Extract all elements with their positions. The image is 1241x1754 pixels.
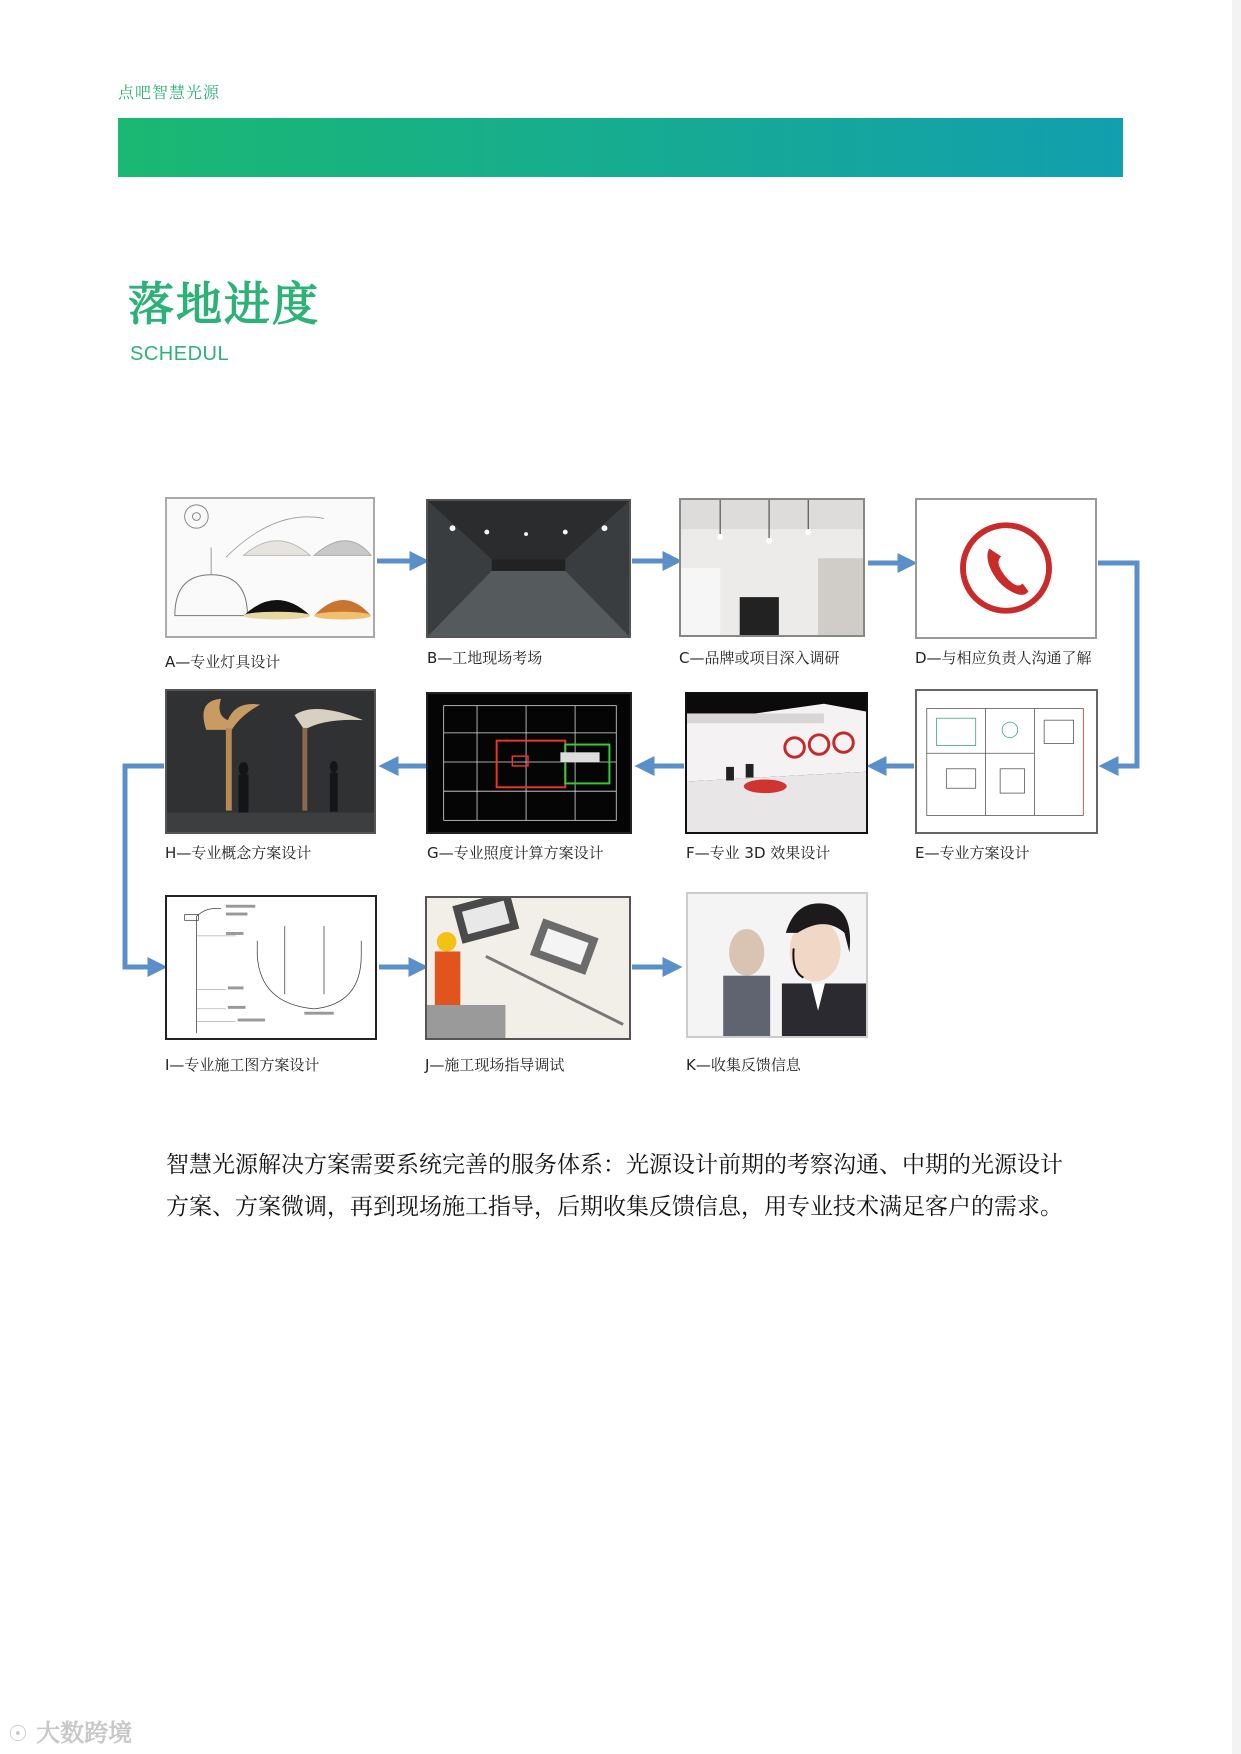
- step-c-image: [679, 498, 865, 637]
- step-j-label: J—施工现场指导调试: [425, 1056, 565, 1074]
- header-banner: [118, 118, 1123, 177]
- watermark: [8, 1713, 132, 1748]
- step-k-label: K—收集反馈信息: [686, 1056, 801, 1074]
- step-g-label: G—专业照度计算方案设计: [427, 844, 604, 862]
- step-f-label: F—专业 3D 效果设计: [686, 844, 831, 862]
- step-f-image: [685, 692, 868, 834]
- step-d-image: [915, 498, 1097, 639]
- step-i-image: [165, 895, 377, 1040]
- step-h-image: [165, 689, 376, 834]
- page-right-edge: [1232, 0, 1241, 1754]
- step-a-label: A—专业灯具设计: [165, 653, 281, 671]
- step-h-label: H—专业概念方案设计: [165, 844, 312, 862]
- step-d-label: D—与相应负责人沟通了解: [915, 649, 1092, 667]
- step-e-label: E—专业方案设计: [915, 844, 1030, 862]
- page-subtitle: SCHEDUL: [130, 343, 230, 365]
- step-k-image: [686, 892, 868, 1038]
- watermark-logo-icon: ☉: [8, 1722, 28, 1747]
- step-b-label: B—工地现场考场: [427, 649, 543, 667]
- arrow-h-i: [125, 766, 164, 967]
- service-description: 智慧光源解决方案需要系统完善的服务体系：光源设计前期的考察沟通、中期的光源设计方案、方案微调，再到现场施工指导，后期收集反馈信息，用专业技术满足客户的需求。: [166, 1152, 1063, 1220]
- arrow-d-e: [1098, 563, 1137, 766]
- step-i-label: I—专业施工图方案设计: [165, 1056, 320, 1074]
- step-j-image: [425, 896, 631, 1040]
- watermark-text: 大数跨境: [36, 1719, 133, 1747]
- page-title: 落地进度: [128, 277, 320, 331]
- step-c-label: C—品牌或项目深入调研: [679, 649, 840, 667]
- brand-label: 点吧智慧光源: [118, 83, 221, 102]
- step-a-image: [165, 497, 375, 638]
- step-b-image: [426, 499, 631, 638]
- step-g-image: [426, 692, 632, 834]
- step-e-image: [915, 689, 1098, 834]
